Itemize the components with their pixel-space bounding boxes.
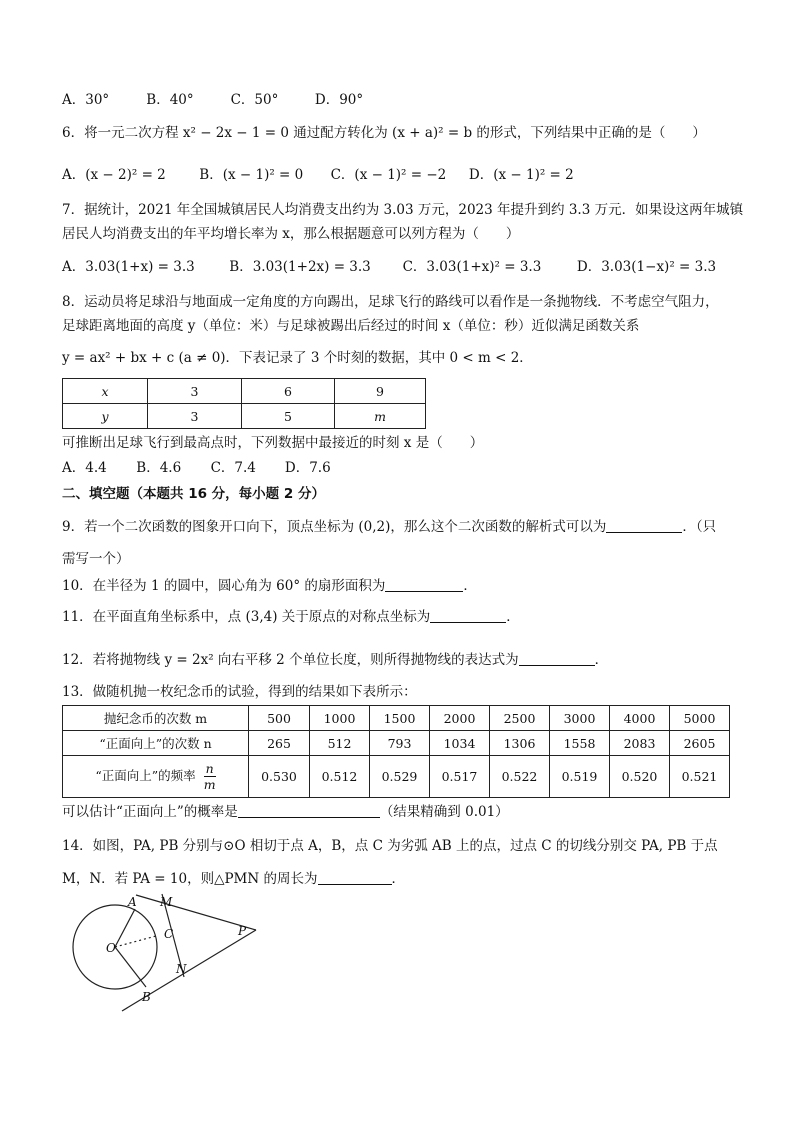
q7-option-d: D．3.03(1−x)² = 3.3 xyxy=(576,259,717,275)
q13-cell: 0.519 xyxy=(550,756,610,798)
q14-text: M，N．若 PA = 10，则△PMN 的周长为 xyxy=(62,871,318,887)
q5-option-b: B．40° xyxy=(146,92,194,108)
q13-row-heads-count xyxy=(63,731,730,756)
q7-line1: 7．据统计，2021 年全国城镇居民人均消费支出约为 3.03 万元，2023 年提升到约 3.3 万元．如果设这两年城镇 xyxy=(62,202,744,218)
radius-ob xyxy=(115,947,146,987)
q7-options xyxy=(62,257,737,277)
label-n: N xyxy=(176,962,187,976)
q9-line1 xyxy=(62,517,716,537)
q9-answer-blank[interactable] xyxy=(606,518,682,533)
q13-answer-blank[interactable] xyxy=(238,803,380,818)
q8-cell: y xyxy=(63,404,148,429)
q5-option-a: A．30° xyxy=(62,92,110,108)
q8-table xyxy=(62,378,426,429)
q7-option-b: B．3.03(1+2x) = 3.3 xyxy=(229,259,371,275)
q9-text: 9．若一个二次函数的图象开口向下，顶点坐标为 (0,2)，那么这个二次函数的解析式可以为 xyxy=(62,519,607,535)
q13-fraction-denominator: m xyxy=(203,777,216,792)
section-heading: 二、填空题（本题共 16 分，每小题 2 分） xyxy=(62,486,325,502)
q13-tail-note: （结果精确到 0.01） xyxy=(379,804,509,820)
q11-text-tail: ． xyxy=(506,609,520,625)
q8-option-b: B．4.6 xyxy=(136,460,182,476)
q9-text-tail: ．（只 xyxy=(682,519,717,535)
q8-table-row-x xyxy=(63,379,426,404)
q7-option-c: C．3.03(1+x)² = 3.3 xyxy=(402,259,542,275)
q13-cell: 1000 xyxy=(310,706,370,731)
q8-option-c: C．7.4 xyxy=(210,460,256,476)
q14-answer-blank[interactable] xyxy=(318,870,392,885)
radius-oa xyxy=(115,909,135,947)
q13-cell: 0.521 xyxy=(670,756,730,798)
q7-option-a: A．3.03(1+x) = 3.3 xyxy=(62,259,195,275)
q8-line1: 8．运动员将足球沿与地面成一定角度的方向踢出，足球飞行的路线可以看作是一条抛物线．不考虑空气阻力， xyxy=(62,294,719,310)
q9-line2: 需写一个） xyxy=(62,551,130,567)
label-o: O xyxy=(106,941,116,955)
q13-cell: 0.512 xyxy=(310,756,370,798)
q13-fraction-numerator: n xyxy=(205,761,214,776)
q13-tail-text: 可以估计“正面向上”的概率是 xyxy=(62,804,238,820)
q13-cell: 0.530 xyxy=(249,756,310,798)
q13-table xyxy=(62,705,730,798)
q13-stem: 13．做随机抛一枚纪念币的试验，得到的结果如下表所示： xyxy=(62,684,417,700)
q13-row-frequency xyxy=(63,756,730,798)
q13-cell: 1306 xyxy=(490,731,550,756)
q14-geometry-figure xyxy=(62,893,262,1015)
q8-cell: 3 xyxy=(148,404,242,429)
q5-option-c: C．50° xyxy=(230,92,279,108)
q12-line xyxy=(62,650,608,670)
q13-cell: 1500 xyxy=(370,706,430,731)
q13-cell: 0.529 xyxy=(370,756,430,798)
label-c: C xyxy=(164,927,174,941)
q13-cell: 1034 xyxy=(430,731,490,756)
q13-row-head xyxy=(63,756,249,798)
q8-line4: 可推断出足球飞行到最高点时，下列数据中最接近的时刻 x 是（ ） xyxy=(62,435,484,451)
q13-cell: 265 xyxy=(249,731,310,756)
q13-cell: 2500 xyxy=(490,706,550,731)
q13-row-head: 抛纪念币的次数 m xyxy=(63,706,249,731)
label-b: B xyxy=(142,990,151,1004)
q13-cell: 1558 xyxy=(550,731,610,756)
q5-options xyxy=(62,90,395,110)
label-m: M xyxy=(160,895,173,909)
q8-table-row-y xyxy=(63,404,426,429)
q6-option-c: C．(x − 1)² = −2 xyxy=(330,167,447,183)
q6-stem: 6．将一元二次方程 x² − 2x − 1 = 0 通过配方转化为 (x + a)² = b 的形式，下列结果中正确的是（ ） xyxy=(62,125,706,141)
q12-answer-blank[interactable] xyxy=(519,651,595,666)
q10-line xyxy=(62,576,477,596)
q14-line2 xyxy=(62,869,405,889)
q8-option-d: D．7.6 xyxy=(284,460,331,476)
q6-option-a: A．(x − 2)² = 2 xyxy=(62,167,166,183)
q8-line2: 足球距离地面的高度 y（单位：米）与足球被踢出后经过的时间 x（单位：秒）近似满足函数关系 xyxy=(62,318,640,334)
q13-row-head: “正面向上”的次数 n xyxy=(63,731,249,756)
q8-line3: y = ax² + bx + c (a ≠ 0)．下表记录了 3 个时刻的数据，其中 0 < m < 2． xyxy=(62,350,533,366)
q8-cell: 9 xyxy=(335,379,426,404)
q13-cell: 0.517 xyxy=(430,756,490,798)
q8-cell: x xyxy=(63,379,148,404)
q13-cell: 5000 xyxy=(670,706,730,731)
q5-option-d: D．90° xyxy=(314,92,364,108)
q10-text-tail: ． xyxy=(463,578,477,594)
q7-line2: 居民人均消费支出的年平均增长率为 x，那么根据题意可以列方程为（ ） xyxy=(62,226,520,242)
q13-tail xyxy=(62,802,509,822)
q13-fraction xyxy=(204,761,216,792)
q11-line xyxy=(62,607,520,627)
q8-cell: 5 xyxy=(242,404,335,429)
q13-cell: 512 xyxy=(310,731,370,756)
q13-cell: 3000 xyxy=(550,706,610,731)
q8-cell: m xyxy=(335,404,426,429)
q13-frequency-label: “正面向上”的频率 xyxy=(95,768,196,783)
q13-cell: 4000 xyxy=(610,706,670,731)
q8-cell: 3 xyxy=(148,379,242,404)
radius-oc xyxy=(115,936,156,947)
q14-line1: 14．如图，PA, PB 分别与⊙O 相切于点 A，B，点 C 为劣弧 AB 上的点，过点 C 的切线分别交 PA, PB 于点 xyxy=(62,838,718,854)
q13-cell: 793 xyxy=(370,731,430,756)
q8-options xyxy=(62,458,355,478)
q10-answer-blank[interactable] xyxy=(385,577,463,592)
label-a: A xyxy=(128,895,137,909)
q12-text: 12．若将抛物线 y = 2x² 向右平移 2 个单位长度，则所得抛物线的表达式为 xyxy=(62,652,519,668)
q13-cell: 2000 xyxy=(430,706,490,731)
q8-option-a: A．4.4 xyxy=(62,460,107,476)
q8-cell: 6 xyxy=(242,379,335,404)
q6-option-b: B．(x − 1)² = 0 xyxy=(199,167,304,183)
q13-cell: 2083 xyxy=(610,731,670,756)
q14-text-tail: ． xyxy=(391,871,405,887)
q10-text: 10．在半径为 1 的圆中，圆心角为 60° 的扇形面积为 xyxy=(62,578,386,594)
q13-cell: 0.520 xyxy=(610,756,670,798)
q6-option-d: D．(x − 1)² = 2 xyxy=(468,167,574,183)
q13-row-tosses xyxy=(63,706,730,731)
label-p: P xyxy=(238,924,247,938)
q13-cell: 2605 xyxy=(670,731,730,756)
q11-answer-blank[interactable] xyxy=(430,608,506,623)
q6-options xyxy=(62,165,599,185)
q13-cell: 0.522 xyxy=(490,756,550,798)
q12-text-tail: ． xyxy=(594,652,609,668)
q11-text: 11．在平面直角坐标系中，点 (3,4) 关于原点的对称点坐标为 xyxy=(62,609,431,625)
q13-cell: 500 xyxy=(249,706,310,731)
